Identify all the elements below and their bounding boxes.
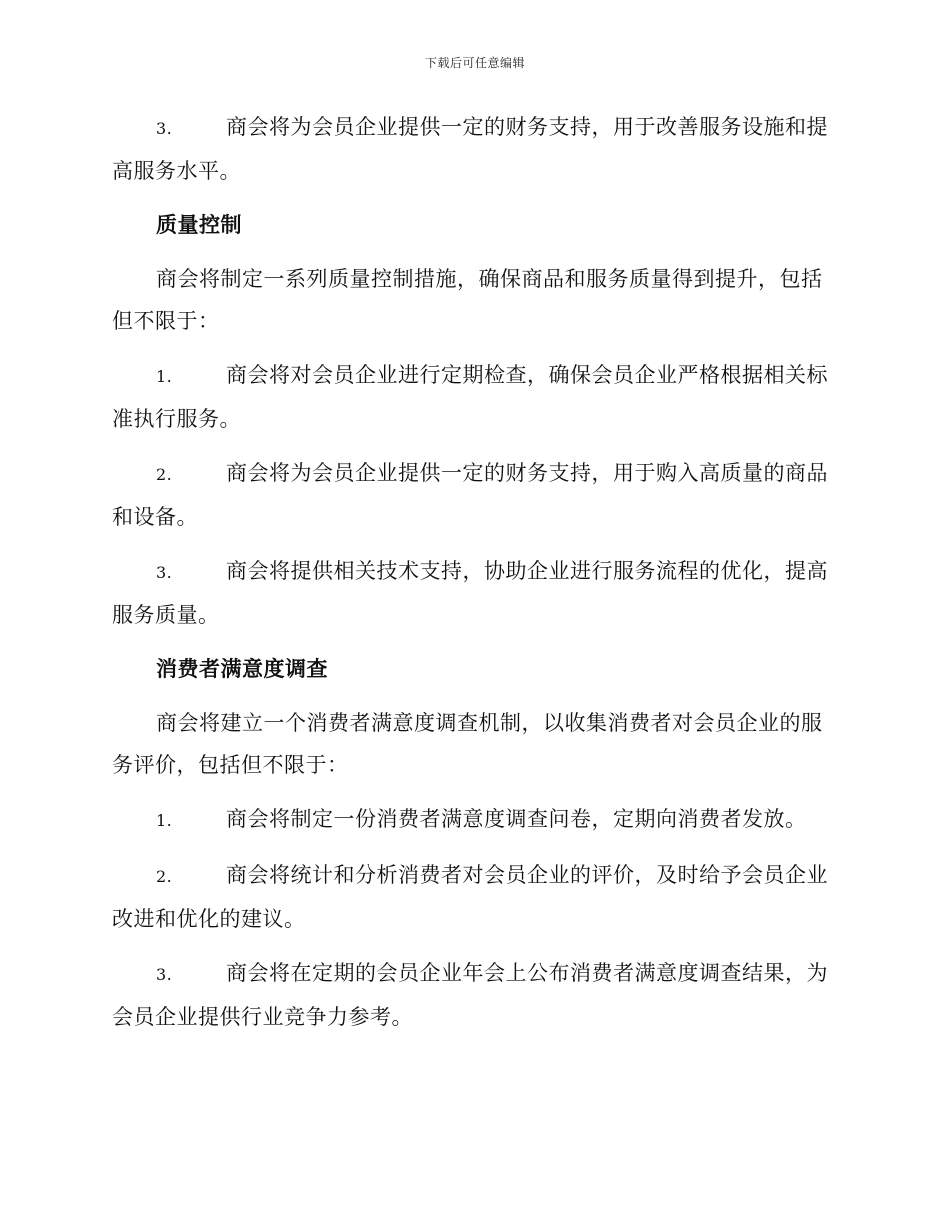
list-item-text: 商会将制定一份消费者满意度调查问卷，定期向消费者发放。 xyxy=(226,807,807,831)
list-item-text: 商会将提供相关技术支持，协助企业进行服务流程的优化，提高服务质量。 xyxy=(112,559,828,627)
section-heading-satisfaction-survey: 消费者满意度调查 xyxy=(156,656,328,681)
paragraph: 商会将建立一个消费者满意度调查机制，以收集消费者对会员企业的服务评价，包括但不限于： xyxy=(112,711,823,777)
list-item-number: 3. xyxy=(156,119,173,138)
list-item-number: 3. xyxy=(156,965,173,984)
list-item xyxy=(112,854,836,940)
list-item xyxy=(112,106,836,192)
page-header: 下载后可任意编辑 xyxy=(424,56,525,70)
list-item-number: 2. xyxy=(156,867,173,886)
list-item-text: 商会将为会员企业提供一定的财务支持，用于购入高质量的商品和设备。 xyxy=(112,461,828,529)
list-item xyxy=(112,354,836,440)
list-item-text: 商会将在定期的会员企业年会上公布消费者满意度调查结果，为会员企业提供行业竞争力参考。 xyxy=(112,961,828,1029)
document-body xyxy=(112,106,836,1050)
list-item xyxy=(112,952,836,1038)
section-heading-quality-control: 质量控制 xyxy=(156,212,242,237)
list-item-text: 商会将统计和分析消费者对会员企业的评价，及时给予会员企业改进和优化的建议。 xyxy=(112,863,828,931)
paragraph: 商会将制定一系列质量控制措施，确保商品和服务质量得到提升，包括但不限于： xyxy=(112,267,823,333)
list-item xyxy=(112,798,836,842)
list-item-number: 1. xyxy=(156,811,173,830)
list-item-number: 1. xyxy=(156,367,173,386)
list-item-number: 2. xyxy=(156,465,173,484)
list-item-text: 商会将对会员企业进行定期检查，确保会员企业严格根据相关标准执行服务。 xyxy=(112,363,828,431)
list-item-number: 3. xyxy=(156,563,173,582)
list-item xyxy=(112,550,836,636)
list-item xyxy=(112,452,836,538)
list-item-text: 商会将为会员企业提供一定的财务支持，用于改善服务设施和提高服务水平。 xyxy=(112,115,828,183)
